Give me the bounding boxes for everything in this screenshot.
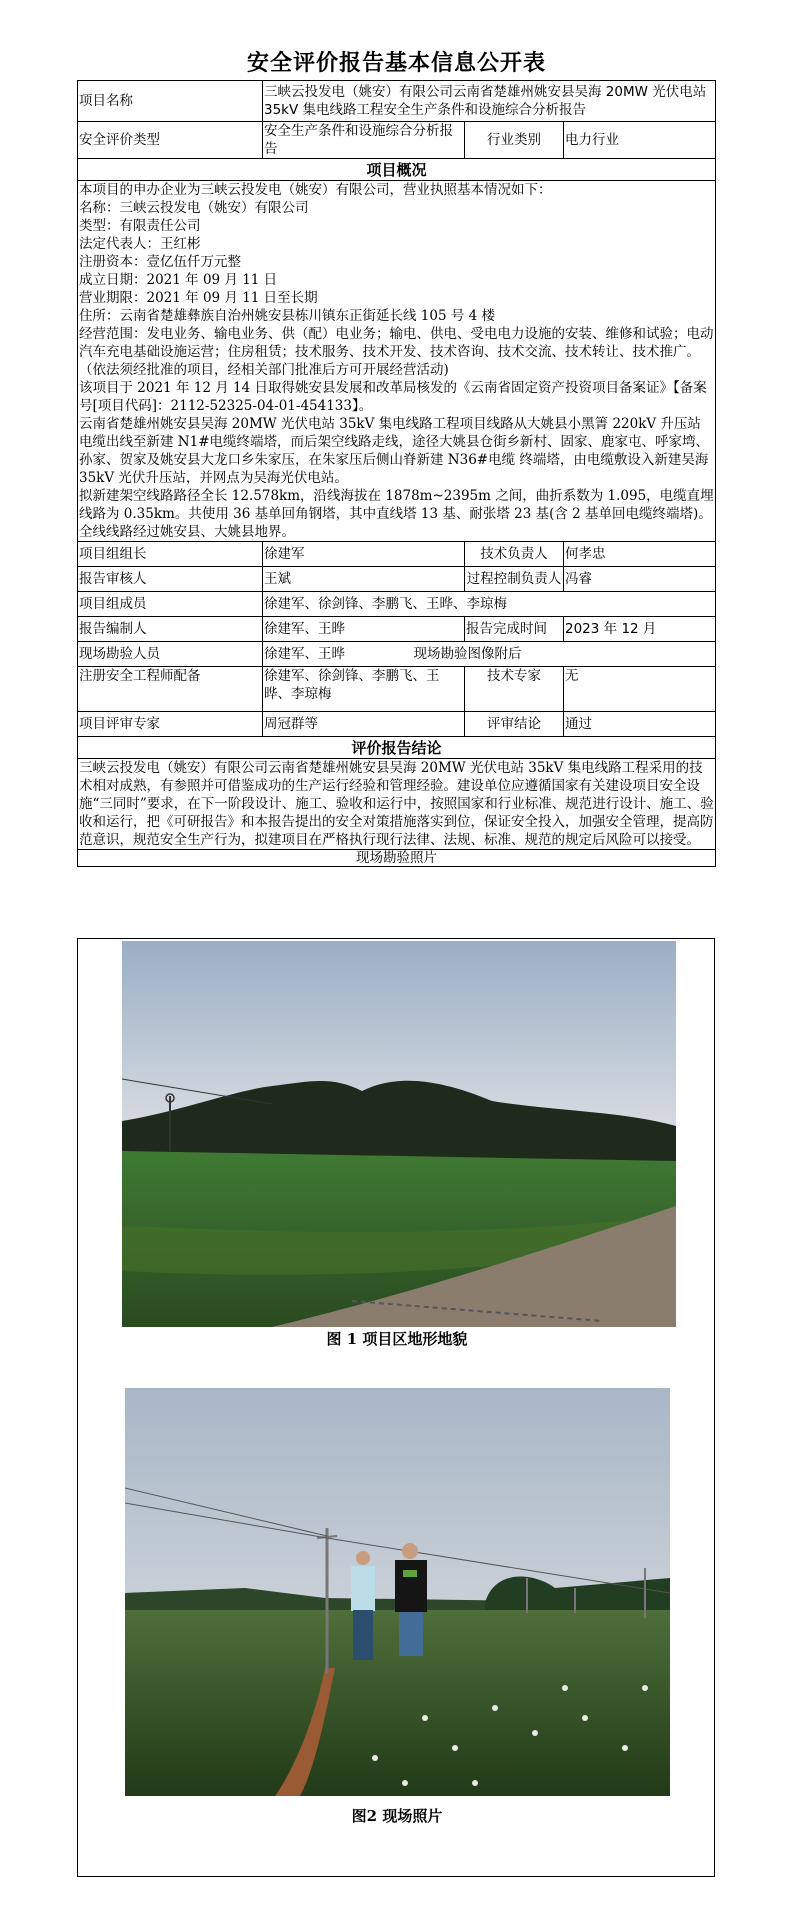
photo-box (77, 938, 715, 1877)
members-value: 徐建军、徐剑锋、李鹏飞、王晔、李琼梅 (263, 592, 716, 617)
overview-line: 云南省楚雄州姚安县吴海 20MW 光伏电站 35kV 集电线路工程项目线路从大姚县小黑箐 220kV 升压站电缆出线至新建 N1#电缆终端塔，而后架空线路走线，途径大姚县仓街乡新村、固家、鹿家屯、呼家塆、孙家、贺家及姚安县大龙口乡朱家压，在朱家压后侧山脊新建 N36#电缆 终端塔，由电缆敷设入新建吴海 35kV 光伏升压站，并网点为吴海光伏电站。 (79, 416, 710, 486)
site-survey-note: 现场勘验图像附后 (413, 642, 716, 667)
author-value: 徐建军、王晔 (263, 617, 465, 642)
team-leader-label: 项目组组长 (78, 542, 263, 567)
conclusion-text: 三峡云投发电（姚安）有限公司云南省楚雄州姚安县吴海 20MW 光伏电站 35kV 集电线路工程采用的技术相对成熟，有参照并可借鉴成功的生产运行经验和管理经验。建设单位应遵循国家有关建设项目安全设施“三同时”要求，在下一阶段设计、施工、验收和运行中，按照国家和行业标准、规范进行设计、施工、验收和运行，把《可研报告》和本报告提出的安全对策措施落实到位，保证安全投入，加强安全管理，提高防范意识，规范安全生产行为，拟建项目在严格执行现行法律、法规、标准、规范的规定后风险可以接受。 (79, 760, 714, 848)
industry-label: 行业类别 (465, 122, 564, 159)
site-photo (125, 1388, 670, 1796)
info-table (77, 80, 716, 867)
overview-line: 全线线路经过姚安县、大姚县地界。 (79, 524, 295, 540)
photo-caption-2: 图2 现场照片 (351, 1807, 443, 1825)
members-label: 项目组成员 (78, 592, 263, 617)
reviewer-label: 报告审核人 (78, 567, 263, 592)
page-title: 安全评价报告基本信息公开表 (246, 51, 546, 76)
tech-expert-label: 技术专家 (465, 667, 564, 712)
tech-lead-value: 何孝忠 (564, 542, 716, 567)
overview-line: 拟新建架空线路路径全长 12.578km，沿线海拔在 1878m~2395m 之间，曲折系数为 1.095，电缆直埋线路为 0.35km。共使用 36 基单回角钢塔，其中直线塔 13 基、耐张塔 23 基(含 2 基单回电缆终端塔)。 (79, 488, 714, 522)
reviewer-value: 王斌 (263, 567, 465, 592)
site-survey-value: 徐建军、王晔 (263, 642, 413, 667)
overview-line: 营业期限：2021 年 09 月 11 日至长期 (79, 290, 318, 306)
overview-line: 类型：有限责任公司 (79, 218, 201, 234)
eval-type-value: 安全生产条件和设施综合分析报告 (263, 122, 465, 159)
industry-value: 电力行业 (564, 122, 716, 159)
overview-line: 经营范围：发电业务、输电业务、供（配）电业务；输电、供电、受电电力设施的安装、维修和试验；电动汽车充电基础设施运营；住房租赁；技术服务、技术开发、技术咨询、技术交流、技术转让、技术推广。（依法须经批准的项目，经相关部门批准后方可开展经营活动) (79, 326, 714, 378)
tech-expert-value: 无 (564, 667, 716, 712)
overview-line: 成立日期：2021 年 09 月 11 日 (79, 272, 278, 288)
photo-caption-1: 图 1 项目区地形地貌 (326, 1330, 468, 1348)
overview-heading: 项目概况 (78, 159, 716, 181)
overview-line: 本项目的申办企业为三峡云投发电（姚安）有限公司，营业执照基本情况如下： (79, 182, 552, 198)
overview-line: 名称：三峡云投发电（姚安）有限公司 (79, 200, 309, 216)
process-control-label: 过程控制负责人 (465, 567, 564, 592)
overview-line: 住所：云南省楚雄彝族自治州姚安县栋川镇东正街延长线 105 号 4 楼 (79, 308, 496, 324)
review-expert-label: 项目评审专家 (78, 712, 263, 737)
review-expert-value: 周冠群等 (263, 712, 465, 737)
overview-body (78, 181, 716, 542)
author-label: 报告编制人 (78, 617, 263, 642)
completion-label: 报告完成时间 (465, 617, 564, 642)
review-result-value: 通过 (564, 712, 716, 737)
project-name-label: 项目名称 (78, 81, 263, 122)
completion-value: 2023 年 12 月 (564, 617, 716, 642)
engineers-value: 徐建军、徐剑锋、李鹏飞、王晔、李琼梅 (263, 667, 465, 712)
overview-line: 该项目于 2021 年 12 月 14 日取得姚安县发展和改革局核发的《云南省固定资产投资项目备案证》【备案号[项目代码]：2112-52325-04-01-454133】。 (79, 380, 707, 414)
overview-line: 注册资本：壹亿伍仟万元整 (79, 254, 241, 270)
photos-heading: 现场勘验照片 (78, 850, 716, 867)
terrain-photo (122, 941, 676, 1327)
project-name-value: 三峡云投发电（姚安）有限公司云南省楚雄州姚安县吴海 20MW 光伏电站 35kV 集电线路工程安全生产条件和设施综合分析报告 (263, 81, 716, 122)
eval-type-label: 安全评价类型 (78, 122, 263, 159)
conclusion-heading: 评价报告结论 (78, 737, 716, 759)
team-leader-value: 徐建军 (263, 542, 465, 567)
overview-line: 法定代表人：王红彬 (79, 236, 201, 252)
review-result-label: 评审结论 (465, 712, 564, 737)
tech-lead-label: 技术负责人 (465, 542, 564, 567)
process-control-value: 冯睿 (564, 567, 716, 592)
engineers-label: 注册安全工程师配备 (78, 667, 263, 712)
site-survey-label: 现场勘验人员 (78, 642, 263, 667)
